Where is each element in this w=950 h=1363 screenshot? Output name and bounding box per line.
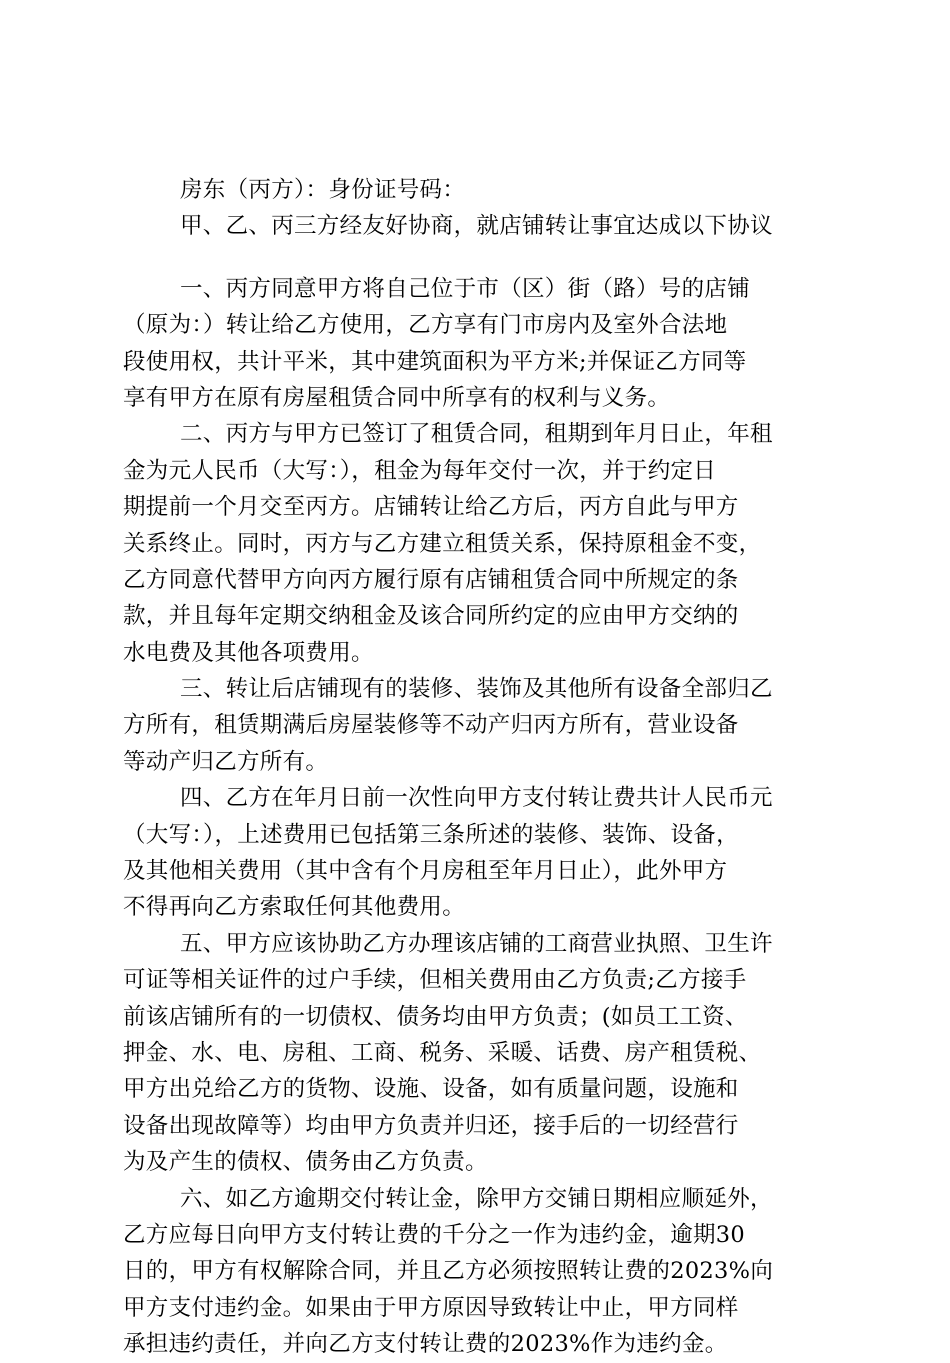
clause-line: 款，并且每年定期交纳租金及该合同所约定的应由甲方交纳的 (123, 603, 739, 630)
clause-line: 为及产生的债权、债务由乙方负责。 (123, 1149, 488, 1176)
clause-line: 承担违约责任，并向乙方支付转让费的2023%作为违约金。 (123, 1331, 728, 1358)
clause-line: 金为元人民币（大写：），租金为每年交付一次，并于约定日 (123, 457, 717, 484)
landlord-id-line: 房东（丙方）：身份证号码： (180, 177, 466, 203)
clause-4 (123, 780, 838, 926)
clause-line: 水电费及其他各项费用。 (123, 639, 374, 666)
clause-line: 可证等相关证件的过户手续，但相关费用由乙方负责;乙方接手 (123, 967, 747, 994)
clause-line: 期提前一个月交至丙方。店铺转让给乙方后，丙方自此与甲方 (123, 494, 739, 521)
clause-line: 前该店铺所有的一切债权、债务均由甲方负责；(如员工工资、 (123, 1003, 748, 1030)
clause-2 (123, 416, 838, 671)
clause-line: 四、乙方在年月日前一次性向甲方支付转让费共计人民币元 (180, 785, 773, 812)
clause-line: 乙方应每日向甲方支付转让费的千分之一作为违约金，逾期30 (123, 1221, 746, 1248)
section-spacer (123, 245, 838, 271)
clause-3 (123, 671, 838, 780)
clause-line: 六、如乙方逾期交付转让金，除甲方交铺日期相应顺延外， (180, 1185, 773, 1212)
clause-line: 段使用权，共计平米，其中建筑面积为平方米;并保证乙方同等 (123, 348, 747, 375)
clause-line: （大写：），上述费用已包括第三条所述的装修、装饰、设备， (123, 821, 739, 848)
clause-line: 设备出现故障等）均由甲方负责并归还，接手后的一切经营行 (123, 1112, 739, 1139)
clause-line: 享有甲方在原有房屋租赁合同中所享有的权利与义务。 (123, 384, 671, 411)
clause-line: 不得再向乙方索取任何其他费用。 (123, 894, 466, 921)
clause-line: 押金、水、电、房租、工商、税务、采暖、话费、房产租赁税、 (123, 1039, 762, 1066)
clause-line: 一、丙方同意甲方将自己位于市（区）街（路）号的店铺 (180, 275, 751, 302)
clause-line: 日的，甲方有权解除合同，并且乙方必须按照转让费的2023%向 (123, 1258, 774, 1285)
clause-6 (123, 1181, 838, 1363)
clause-line: （原为：）转让给乙方使用，乙方享有门市房内及室外合法地 (123, 312, 728, 339)
clause-5 (123, 926, 838, 1181)
clause-line: 五、甲方应该协助乙方办理该店铺的工商营业执照、卫生许 (180, 930, 773, 957)
agreement-preamble: 甲、乙、丙三方经友好协商，就店铺转让事宜达成以下协议 (180, 213, 773, 240)
clause-line: 甲方出兑给乙方的货物、设施、设备，如有质量问题，设施和 (123, 1076, 739, 1103)
clause-1 (123, 271, 838, 417)
clause-line: 二、丙方与甲方已签订了租赁合同，租期到年月日止，年租 (180, 421, 773, 448)
clause-line: 等动产归乙方所有。 (123, 748, 329, 775)
clause-line: 三、转让后店铺现有的装修、装饰及其他所有设备全部归乙 (180, 676, 773, 703)
clause-line: 关系终止。同时，丙方与乙方建立租赁关系，保持原租金不变， (123, 530, 762, 557)
clause-line: 甲方支付违约金。如果由于甲方原因导致转让中止，甲方同样 (123, 1294, 739, 1321)
document-body (123, 172, 838, 1363)
clause-line: 方所有，租赁期满后房屋装修等不动产归丙方所有，营业设备 (123, 712, 739, 739)
clause-line: 及其他相关费用（其中含有个月房租至年月日止），此外甲方 (123, 858, 728, 885)
clause-line: 乙方同意代替甲方向丙方履行原有店铺租赁合同中所规定的条 (123, 566, 739, 593)
